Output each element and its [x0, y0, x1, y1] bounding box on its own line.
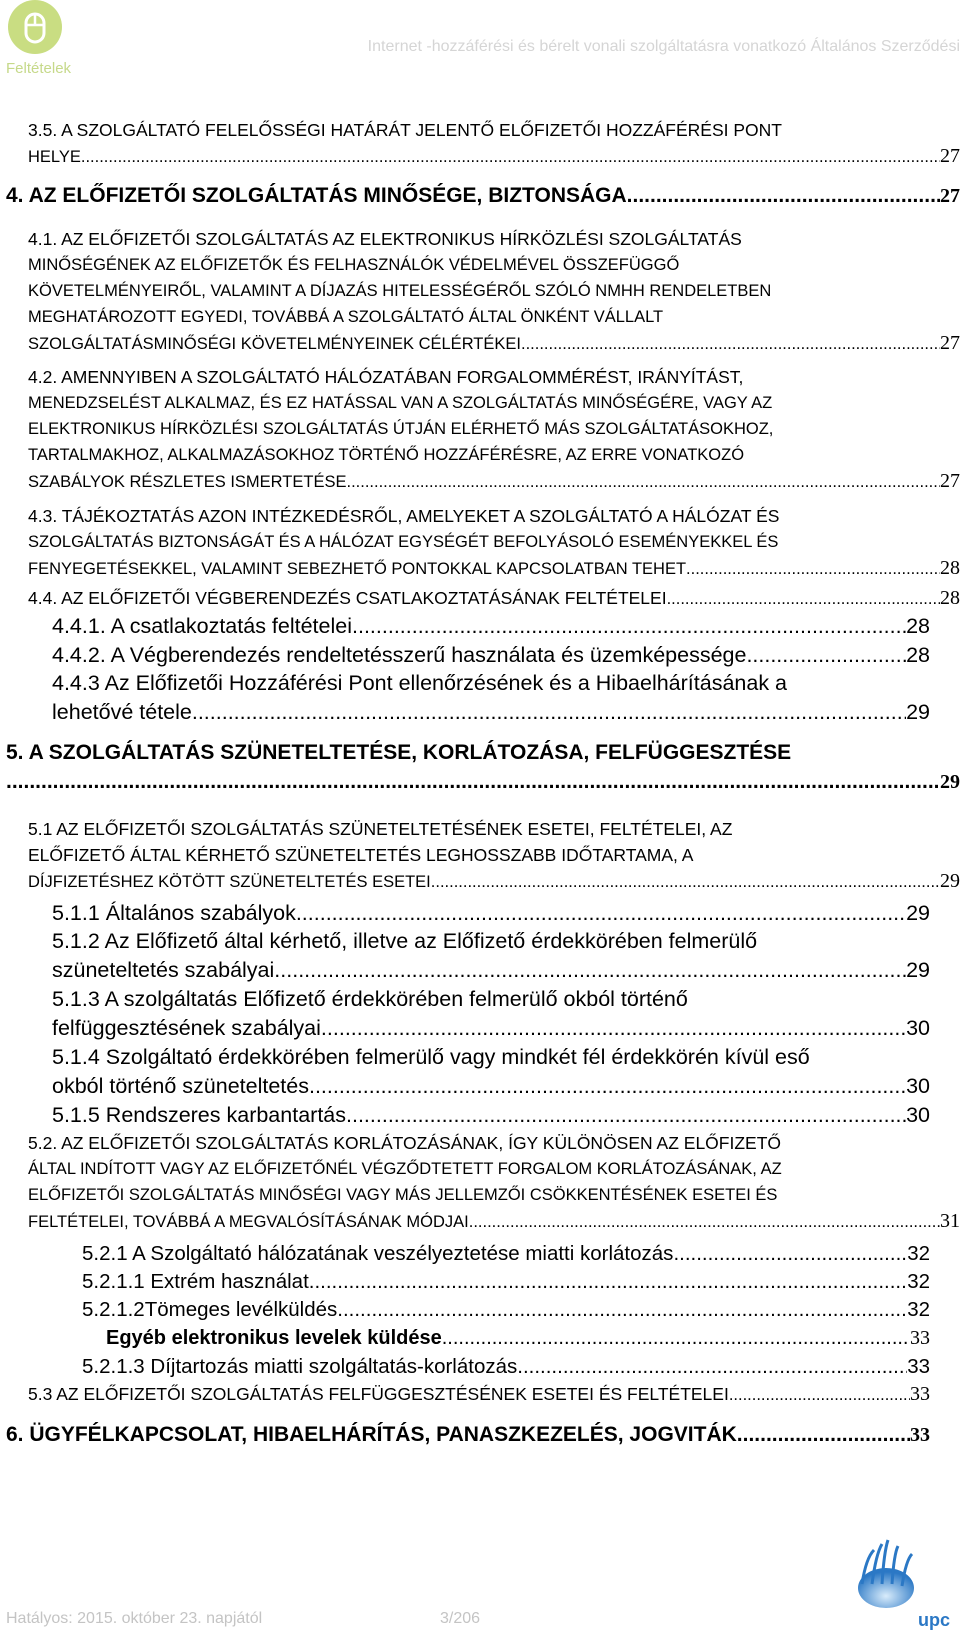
- toc-leader: [746, 641, 906, 670]
- footer-page-counter: 3/206: [440, 1610, 481, 1627]
- toc-entry-title: ELŐFIZETŐI SZOLGÁLTATÁS MINŐSÉGI VAGY MÁS JELLEMZŐI CSÖKKENTÉSÉNEK ESETEI ÉS: [28, 1186, 778, 1204]
- toc-leader: [309, 1268, 907, 1296]
- toc-entry-title: 4.1. AZ ELŐFIZETŐI SZOLGÁLTATÁS AZ ELEKTRONIKUS HÍRKÖZLÉSI SZOLGÁLTATÁS: [28, 229, 742, 249]
- toc-entry-title: 4.4. AZ ELŐFIZETŐI VÉGBERENDEZÉS CSATLAKOZTATÁSÁNAK FELTÉTELEI: [28, 588, 667, 608]
- upc-logo-icon: [848, 1528, 958, 1632]
- toc-entry-title: FENYEGETÉSEKKEL, VALAMINT SEBEZHETŐ PONTOKKAL KAPCSOLATBAN TEHET: [28, 560, 687, 578]
- toc-entry[interactable]: [106, 1324, 930, 1352]
- toc-entry-title: 5.2.1.3 Díjtartozás miatti szolgáltatás-korlátozás: [82, 1355, 518, 1378]
- toc-entry-title: 4.4.3 Az Előfizetői Hozzáférési Pont ellenőrzésének és a Hibaelhárításának a: [52, 671, 788, 695]
- toc-entry-title: okból történő szüneteltetés: [52, 1074, 309, 1098]
- toc-entry[interactable]: [28, 503, 960, 582]
- toc-entry-title: ELŐFIZETŐ ÁLTAL KÉRHETŐ SZÜNETELTETÉS LEGHOSSZABB IDŐTARTAMA, A: [28, 845, 694, 865]
- footer-effective-date: Hatályos: 2015. október 23. napjától: [6, 1610, 263, 1627]
- toc-entry-title: ELEKTRONIKUS HÍRKÖZLÉSI SZOLGÁLTATÁS ÚTJÁN ELÉRHETŐ MÁS SZOLGÁLTATÁSOKHOZ,: [28, 420, 774, 438]
- toc-entry-title: 6. ÜGYFÉLKAPCSOLAT, HIBAELHÁRÍTÁS, PANASZKEZELÉS, JOGVITÁK: [6, 1423, 737, 1446]
- toc-leader: [346, 469, 940, 495]
- toc-page-number: 32: [907, 1270, 930, 1293]
- toc-entry[interactable]: [82, 1353, 930, 1381]
- toc-entry-title: 5.2.1 A Szolgáltató hálózatának veszélyeztetése miatti korlátozás: [82, 1242, 674, 1265]
- toc-page-number: 29: [940, 771, 960, 793]
- toc-entry-title: 5.1.1 Általános szabályok: [52, 901, 296, 925]
- header-title: Internet -hozzáférési és bérelt vonali szolgáltatásra vonatkozó Általános Szerződési: [367, 38, 960, 55]
- toc-page-number: 28: [906, 614, 930, 638]
- toc-page-number: 30: [906, 1016, 930, 1040]
- toc-page-number: 27: [940, 145, 960, 167]
- mouse-logo-icon: [6, 0, 64, 58]
- toc-page-number: 33: [910, 1383, 930, 1405]
- toc-entry-title: 5.3 AZ ELŐFIZETŐI SZOLGÁLTATÁS FELFÜGGESZTÉSÉNEK ESETEI ÉS FELTÉTELEI: [28, 1384, 729, 1404]
- toc-entry-title: MINŐSÉGÉNEK AZ ELŐFIZETŐK ÉS FELHASZNÁLÓK VÉDELMÉVEL ÖSSZEFÜGGŐ: [28, 256, 680, 274]
- toc-entry-title: 4.2. AMENNYIBEN A SZOLGÁLTATÓ HÁLÓZATÁBAN FORGALOMMÉRÉST, IRÁNYÍTÁST,: [28, 367, 744, 387]
- header-left-text: Feltételek: [6, 60, 72, 77]
- toc-entry-title: MENEDZSELÉST ALKALMAZ, ÉS EZ HATÁSSAL VAN A SZOLGÁLTATÁS MINŐSÉGÉRE, VAGY AZ: [28, 394, 773, 412]
- toc-entry-title: 5.2.1.2Tömeges levélküldés: [82, 1298, 338, 1321]
- toc-leader: [192, 698, 906, 727]
- toc-leader: [337, 1296, 907, 1324]
- toc-entry-title: 5.1 AZ ELŐFIZETŐI SZOLGÁLTATÁS SZÜNETELTETÉSÉNEK ESETEI, FELTÉTELEI, AZ: [28, 819, 733, 839]
- toc-entry[interactable]: [6, 181, 960, 211]
- toc-entry-title: KÖVETELMÉNYEIRŐL, VALAMINT A DÍJAZÁS HITELESSÉGÉRŐL SZÓLÓ NMHH RENDELETBEN: [28, 282, 772, 300]
- toc-page-number: 28: [940, 587, 960, 609]
- toc-entry[interactable]: [52, 899, 930, 928]
- toc-leader: [6, 767, 940, 796]
- toc-leader: [81, 144, 940, 170]
- toc-entry[interactable]: [28, 1381, 930, 1408]
- toc-page-number: 27: [940, 185, 960, 207]
- toc-entry-title: 5.1.4 Szolgáltató érdekkörében felmerülő vagy mindkét fél érdekkörén kívül eső: [52, 1045, 810, 1069]
- toc-entry-title: 5.1.2 Az Előfizető által kérhető, illetve az Előfizető érdekkörében felmerülő: [52, 929, 758, 953]
- toc-entry-title: MEGHATÁROZOTT EGYEDI, TOVÁBBÁ A SZOLGÁLTATÓ ÁLTAL ÖNKÉNT VÁLLALT: [28, 308, 664, 326]
- toc-entry-title: szüneteltetés szabályai: [52, 958, 275, 982]
- toc-entry[interactable]: [82, 1240, 930, 1268]
- toc-leader: [686, 556, 940, 582]
- toc-entry[interactable]: [52, 1101, 930, 1130]
- toc-leader: [309, 1072, 906, 1101]
- toc-entry-title: 5.1.3 A szolgáltatás Előfizető érdekkörében felmerülő okból történő: [52, 987, 688, 1011]
- toc-entry[interactable]: [52, 1043, 930, 1101]
- toc-page-number: 28: [906, 643, 930, 667]
- toc-entry-title: felfüggesztésének szabályai: [52, 1016, 321, 1040]
- toc-leader: [469, 1209, 940, 1235]
- toc-entry-title: 5.2.1.1 Extrém használat: [82, 1270, 309, 1293]
- toc-entry-title: DÍJFIZETÉSHEZ KÖTÖTT SZÜNETELTETÉS ESETEI: [28, 873, 431, 891]
- toc-page-number: 30: [906, 1074, 930, 1098]
- toc-entry-title: HELYE: [28, 148, 81, 166]
- toc-entry[interactable]: [28, 226, 960, 357]
- toc-entry-title: 5.1.5 Rendszeres karbantartás: [52, 1103, 346, 1127]
- toc-entry-title: 5.2. AZ ELŐFIZETŐI SZOLGÁLTATÁS KORLÁTOZÁSÁNAK, ÍGY KÜLÖNÖSEN AZ ELŐFIZETŐ: [28, 1133, 782, 1153]
- toc-entry-title: TARTALMAKHOZ, ALKALMAZÁSOKHOZ TÖRTÉNŐ HOZZÁFÉRÉSRE, AZ ERRE VONATKOZÓ: [28, 446, 745, 464]
- toc-entry[interactable]: [28, 364, 960, 495]
- toc-entry-title: SZOLGÁLTATÁSMINŐSÉGI KÖVETELMÉNYEINEK CÉLÉRTÉKEI: [28, 335, 521, 353]
- toc-entry-title: SZABÁLYOK RÉSZLETES ISMERTETÉSE: [28, 473, 347, 491]
- toc-entry-title: 3.5. A SZOLGÁLTATÓ FELELŐSSÉGI HATÁRÁT JELENTŐ ELŐFIZETŐI HOZZÁFÉRÉSI PONT: [28, 120, 782, 140]
- toc-entry[interactable]: [28, 1130, 960, 1235]
- toc-page-number: 29: [906, 958, 930, 982]
- toc-entry[interactable]: [52, 669, 930, 727]
- toc-entry-title: 5. A SZOLGÁLTATÁS SZÜNETELTETÉSE, KORLÁTOZÁSA, FELFÜGGESZTÉSE: [6, 741, 792, 764]
- toc-entry-title: 4.4.2. A Végberendezés rendeltetésszerű használata és üzemképessége: [52, 643, 747, 667]
- toc-page-number: 29: [906, 700, 930, 724]
- toc-entry-title: lehetővé tétele: [52, 700, 192, 724]
- toc-leader: [346, 1101, 906, 1130]
- toc-leader: [296, 899, 906, 928]
- toc-entry[interactable]: [52, 927, 930, 985]
- toc-entry[interactable]: [82, 1296, 930, 1324]
- toc-leader: [442, 1324, 910, 1352]
- toc-page-number: 30: [906, 1103, 930, 1127]
- toc-leader: [274, 956, 906, 985]
- toc-entry[interactable]: [82, 1268, 930, 1296]
- toc-page-number: 27: [940, 332, 960, 354]
- toc-entry-title: 4.3. TÁJÉKOZTATÁS AZON INTÉZKEDÉSRŐL, AMELYEKET A SZOLGÁLTATÓ A HÁLÓZAT ÉS: [28, 506, 780, 526]
- toc-entry-title: 4.4.1. A csatlakoztatás feltételei: [52, 614, 352, 638]
- toc-page-number: 33: [907, 1355, 930, 1378]
- toc-page-number: 32: [907, 1242, 930, 1265]
- toc-leader: [667, 586, 940, 612]
- toc-leader: [517, 1353, 907, 1381]
- toc-entry[interactable]: [28, 117, 960, 170]
- toc-entry-title: 4. AZ ELŐFIZETŐI SZOLGÁLTATÁS MINŐSÉGE, BIZTONSÁGA: [6, 184, 627, 207]
- toc-leader: [352, 612, 906, 641]
- toc-page-number: 33: [910, 1424, 930, 1446]
- toc-leader: [431, 869, 940, 895]
- toc-entry[interactable]: [28, 816, 960, 895]
- toc-entry[interactable]: [6, 738, 960, 797]
- toc-leader: [521, 331, 940, 357]
- toc-page-number: 27: [940, 470, 960, 492]
- toc-leader: [321, 1014, 906, 1043]
- toc-entry-title: FELTÉTELEI, TOVÁBBÁ A MEGVALÓSÍTÁSÁNAK MÓDJAI: [28, 1213, 469, 1231]
- toc-entry-title: ÁLTAL INDÍTOTT VAGY AZ ELŐFIZETŐNÉL VÉGZŐDTETETT FORGALOM KORLÁTOZÁSÁNAK, AZ: [28, 1160, 782, 1178]
- toc-entry[interactable]: [6, 1420, 930, 1450]
- toc-page-number: 32: [907, 1298, 930, 1321]
- toc-page-number: 31: [940, 1210, 960, 1232]
- toc-page-number: 29: [940, 870, 960, 892]
- toc-entry[interactable]: [52, 985, 930, 1043]
- toc-entry-title: Egyéb elektronikus levelek küldése: [106, 1327, 442, 1349]
- toc-leader: [627, 181, 940, 210]
- toc-leader: [673, 1240, 907, 1268]
- toc-page-number: 29: [906, 901, 930, 925]
- toc-leader: [729, 1382, 910, 1408]
- toc-entry[interactable]: [28, 585, 960, 612]
- toc-entry[interactable]: [52, 612, 930, 641]
- logo-text: upc: [918, 1610, 951, 1630]
- toc-page-number: 28: [940, 557, 960, 579]
- toc-page-number: 33: [910, 1327, 930, 1349]
- toc-entry[interactable]: [52, 641, 930, 670]
- toc-leader: [737, 1420, 910, 1449]
- toc-entry-title: SZOLGÁLTATÁS BIZTONSÁGÁT ÉS A HÁLÓZAT EGYSÉGÉT BEFOLYÁSOLÓ ESEMÉNYEKKEL ÉS: [28, 533, 779, 551]
